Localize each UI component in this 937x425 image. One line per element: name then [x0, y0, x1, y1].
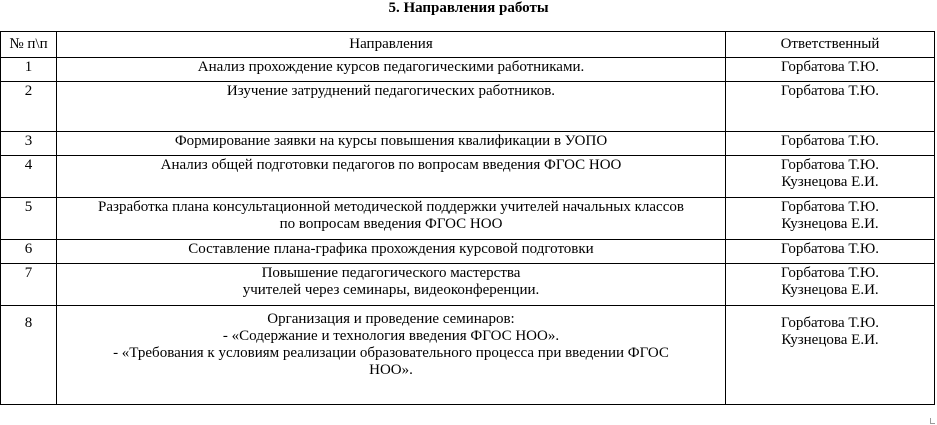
responsible-name: Горбатова Т.Ю.	[781, 59, 879, 75]
direction-line: Составление плана-графика прохождения курсовой подготовки	[188, 241, 594, 257]
table-row	[1, 306, 935, 405]
row-number: 8	[1, 306, 57, 405]
direction-line: Разработка плана консультационной методической поддержки учителей начальных классов	[98, 199, 684, 215]
direction-line: Изучение затруднений педагогических работников.	[226, 83, 556, 99]
table-row	[1, 240, 935, 264]
work-directions-table	[0, 31, 935, 405]
responsible-cell	[726, 156, 935, 198]
responsible-name: Горбатова Т.Ю.	[781, 157, 879, 173]
responsible-cell	[726, 82, 935, 132]
direction-line: Формирование заявки на курсы повышения квалификации в УОПО	[174, 133, 608, 149]
table-row	[1, 82, 935, 132]
responsible-name: Кузнецова Е.И.	[781, 332, 879, 348]
direction-cell	[57, 132, 726, 156]
direction-cell	[57, 58, 726, 82]
responsible-name: Кузнецова Е.И.	[781, 174, 879, 190]
row-number: 3	[1, 132, 57, 156]
direction-line: Повышение педагогического мастерства	[261, 265, 521, 281]
direction-cell	[57, 82, 726, 132]
row-number: 7	[1, 264, 57, 306]
column-header-number: № п\п	[1, 32, 57, 58]
responsible-name: Кузнецова Е.И.	[781, 216, 879, 232]
page-title: 5. Направления работы	[388, 0, 549, 16]
direction-cell	[57, 306, 726, 405]
table-header-row	[1, 32, 935, 58]
direction-line: НОО».	[369, 362, 413, 378]
responsible-cell	[726, 306, 935, 405]
responsible-name: Горбатова Т.Ю.	[781, 83, 879, 99]
direction-line: учителей через семинары, видеоконференции.	[242, 282, 540, 298]
direction-line: по вопросам введения ФГОС НОО	[279, 216, 503, 232]
responsible-name: Кузнецова Е.И.	[781, 282, 879, 298]
direction-line: Анализ прохождение курсов педагогическими работниками.	[197, 59, 585, 75]
row-number: 2	[1, 82, 57, 132]
direction-cell	[57, 264, 726, 306]
direction-cell	[57, 240, 726, 264]
table-row	[1, 198, 935, 240]
table-row	[1, 132, 935, 156]
responsible-name: Горбатова Т.Ю.	[781, 241, 879, 257]
row-number: 5	[1, 198, 57, 240]
table-row	[1, 156, 935, 198]
responsible-name: Горбатова Т.Ю.	[781, 199, 879, 215]
table-row	[1, 58, 935, 82]
direction-line: - «Требования к условиям реализации образовательного процесса при введении ФГОС	[113, 345, 669, 361]
page-corner-mark	[930, 418, 935, 424]
responsible-cell	[726, 198, 935, 240]
row-number: 4	[1, 156, 57, 198]
responsible-name: Горбатова Т.Ю.	[781, 265, 879, 281]
responsible-name: Горбатова Т.Ю.	[781, 133, 879, 149]
table-row	[1, 264, 935, 306]
responsible-cell	[726, 240, 935, 264]
direction-line: Анализ общей подготовки педагогов по вопросам введения ФГОС НОО	[160, 157, 622, 173]
responsible-cell	[726, 264, 935, 306]
responsible-cell	[726, 132, 935, 156]
direction-line: - «Содержание и технология введения ФГОС НОО».	[222, 328, 560, 344]
responsible-cell	[726, 58, 935, 82]
row-number: 6	[1, 240, 57, 264]
responsible-name: Горбатова Т.Ю.	[781, 315, 879, 331]
direction-line: Организация и проведение семинаров:	[267, 311, 515, 327]
direction-cell	[57, 198, 726, 240]
row-number: 1	[1, 58, 57, 82]
column-header-responsible: Ответственный	[726, 32, 935, 58]
column-header-direction: Направления	[57, 32, 726, 58]
direction-cell	[57, 156, 726, 198]
